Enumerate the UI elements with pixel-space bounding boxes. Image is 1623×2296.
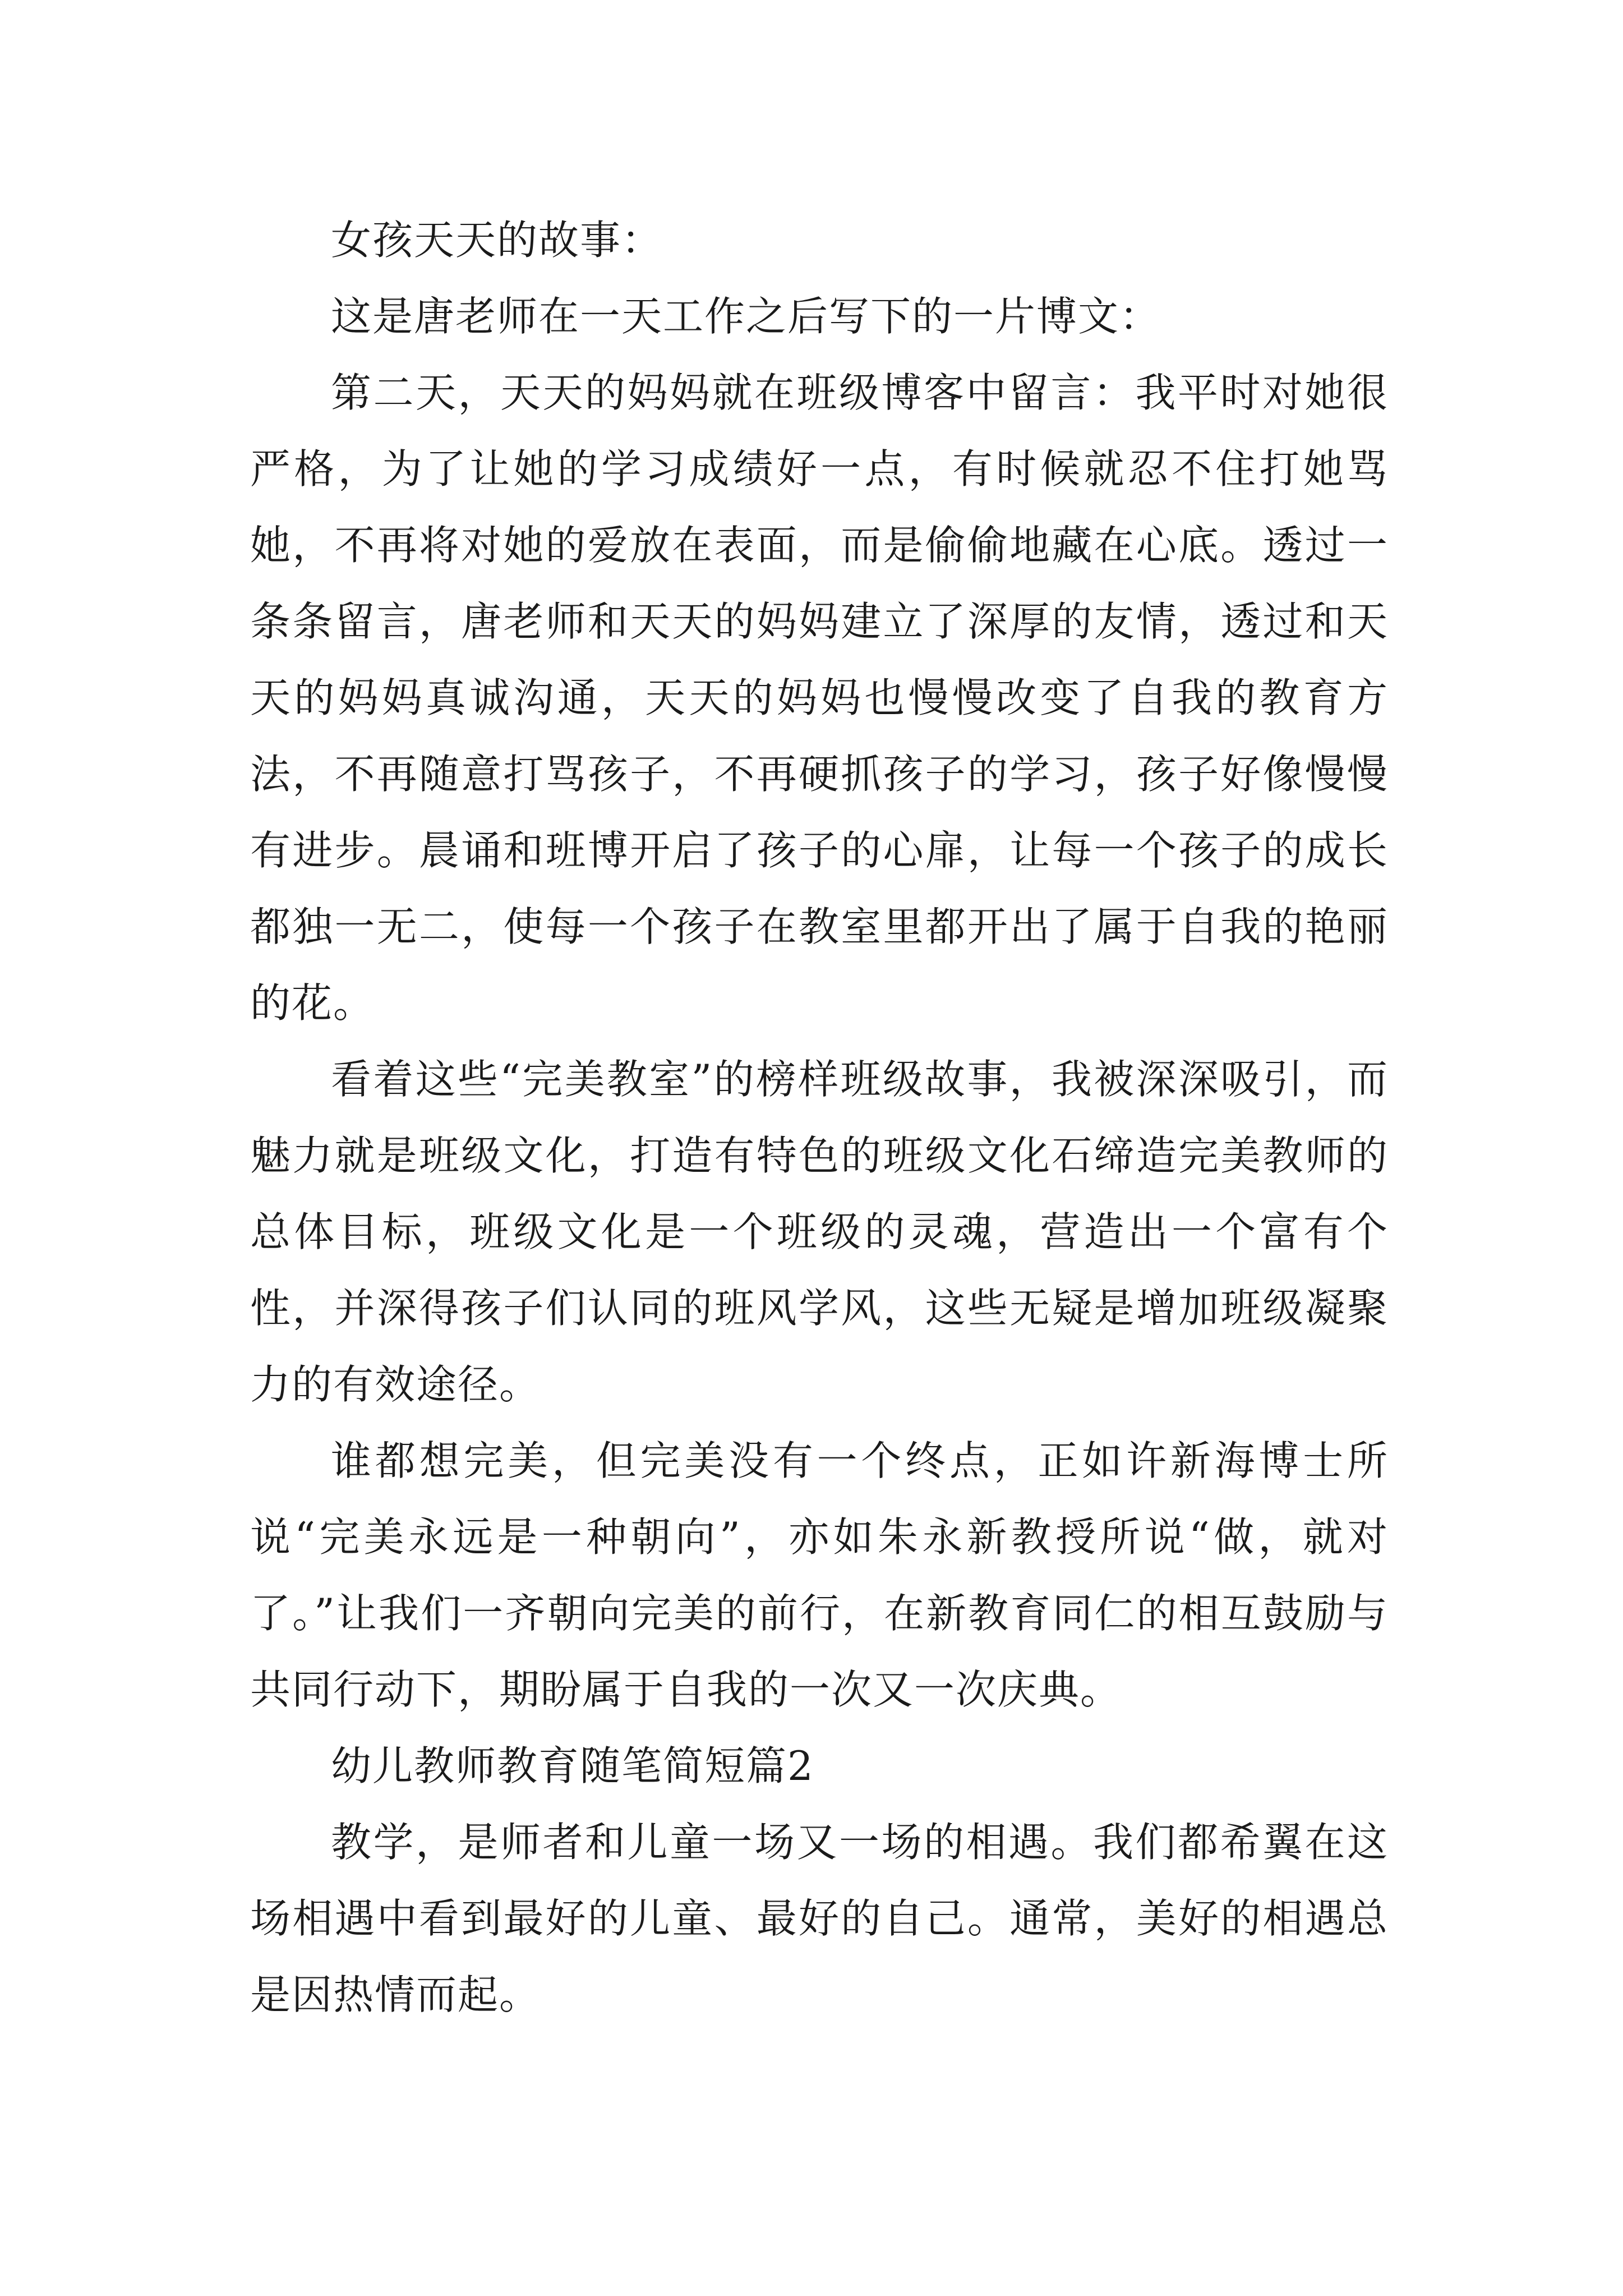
paragraph-blog-intro: 这是唐老师在一天工作之后写下的一片博文： [331,293,1161,340]
document-body [250,202,1389,2033]
paragraph-second-day: 第二天，天天的妈妈就在班级博客中留言：我平时对她很严格，为了让她的学习成绩好一点，有时候就忍不住打她骂她，不再将对她的爱放在表面，而是偷偷地藏在心底。透过一条条留言，唐老师和天天的妈妈建立了深厚的友情，透过和天天的妈妈真诚沟通，天天的妈妈也慢慢改变了自我的教育方法，不再随意打骂孩子，不再硬抓孩子的学习，孩子好像慢慢有进步。晨诵和班博开启了孩子的心扉，让每一个孩子的成长都独一无二，使每一个孩子在教室里都开出了属于自我的艳丽的花。 [250,369,1389,1027]
paragraph-perfect-classroom: 看着这些“完美教室”的榜样班级故事，我被深深吸引，而魅力就是班级文化，打造有特色的班级文化石缔造完美教师的总体目标，班级文化是一个班级的灵魂，营造出一个富有个性，并深得孩子们认同的班风学风，这些无疑是增加班级凝聚力的有效途径。 [250,1056,1389,1408]
paragraph-perfection: 谁都想完美，但完美没有一个终点，正如许新海博士所说“完美永远是一种朝向”，亦如朱永新教授所说“做，就对了。”让我们一齐朝向完美的前行，在新教育同仁的相互鼓励与共同行动下，期盼属于自我的一次又一次庆典。 [250,1437,1389,1713]
section-heading: 幼儿教师教育随笔简短篇2 [331,1742,814,1789]
paragraph-story-title: 女孩天天的故事： [331,217,663,264]
paragraph-teaching: 教学，是师者和儿童一场又一场的相遇。我们都希翼在这场相遇中看到最好的儿童、最好的自己。通常，美好的相遇总是因热情而起。 [250,1819,1389,2018]
